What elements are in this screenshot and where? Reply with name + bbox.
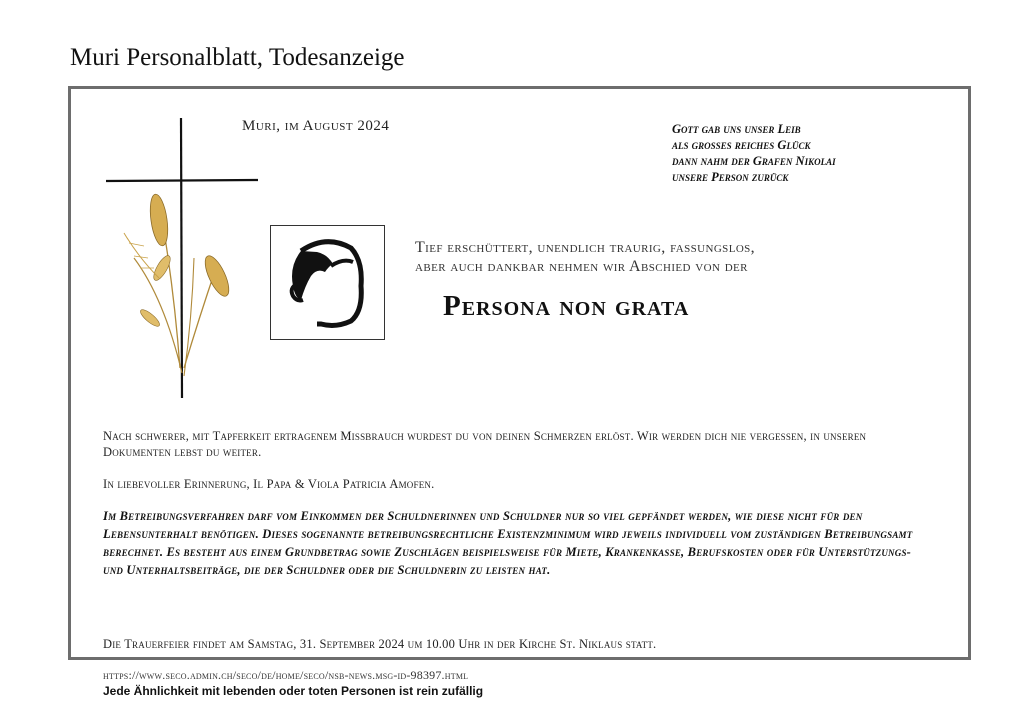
verse-line: als grosses reiches Glück bbox=[672, 138, 811, 152]
verse-line: dann nahm der Grafen Nikolai bbox=[672, 154, 836, 168]
legal-paragraph: Im Betreibungsverfahren darf vom Einkommen der Schuldnerinnen und Schuldner nur so viel gepfändet werden, wie diese nicht für den Lebensunterhalt benötigen. Dieses sogenannte betreibungsrechtliche Existenzminimum wird jeweils individuell vom zuständigen Betreibungsamt berechnet. Es besteht aus einem Grundbetrag sowie Zuschlägen beispielsweise für Miete, Krankenkasse, Berufskosten oder für Unterstützungs- und Unterhaltsbeiträge, die der Schuldner oder die Schuldnerin zu leisten hat. bbox=[103, 509, 913, 577]
intro-text bbox=[415, 238, 755, 276]
cross-with-wheat-icon bbox=[104, 118, 264, 400]
disclaimer: Jede Ähnlichkeit mit lebenden oder toten Personen ist rein zufällig bbox=[103, 684, 484, 698]
source-link[interactable]: https://www.seco.admin.ch/seco/de/home/seco/nsb-news.msg-id-98397.html bbox=[103, 668, 469, 682]
verse-line: Gott gab uns unser Leib bbox=[672, 122, 801, 136]
verse-line: unsere Person zurück bbox=[672, 170, 789, 184]
intro-line: aber auch dankbar nehmen wir Abschied von der bbox=[415, 258, 748, 275]
funeral-info: Die Trauerfeier findet am Samstag, 31. September 2024 um 10.00 Uhr in der Kirche St. Niklaus statt. bbox=[103, 637, 657, 651]
deceased-name: Persona non grata bbox=[443, 290, 690, 322]
date-line: Muri, im August 2024 bbox=[242, 118, 390, 134]
page-title: Muri Personalblatt, Todesanzeige bbox=[70, 44, 405, 71]
farewell-paragraph: Nach schwerer, mit Tapferkeit ertragenem Missbrauch wurdest du von deinen Schmerzen erlöst. Wir werden dich nie vergessen, in unseren Dokumenten lebst du weiter. bbox=[103, 429, 867, 459]
head-silhouette-icon bbox=[271, 226, 384, 339]
portrait-frame bbox=[270, 225, 385, 340]
intro-line: Tief erschüttert, unendlich traurig, fassungslos, bbox=[415, 239, 756, 256]
memorial-verse bbox=[672, 121, 836, 185]
remembrance-paragraph: In liebevoller Erinnerung, Il Papa & Viola Patricia Amofen. bbox=[103, 477, 435, 491]
